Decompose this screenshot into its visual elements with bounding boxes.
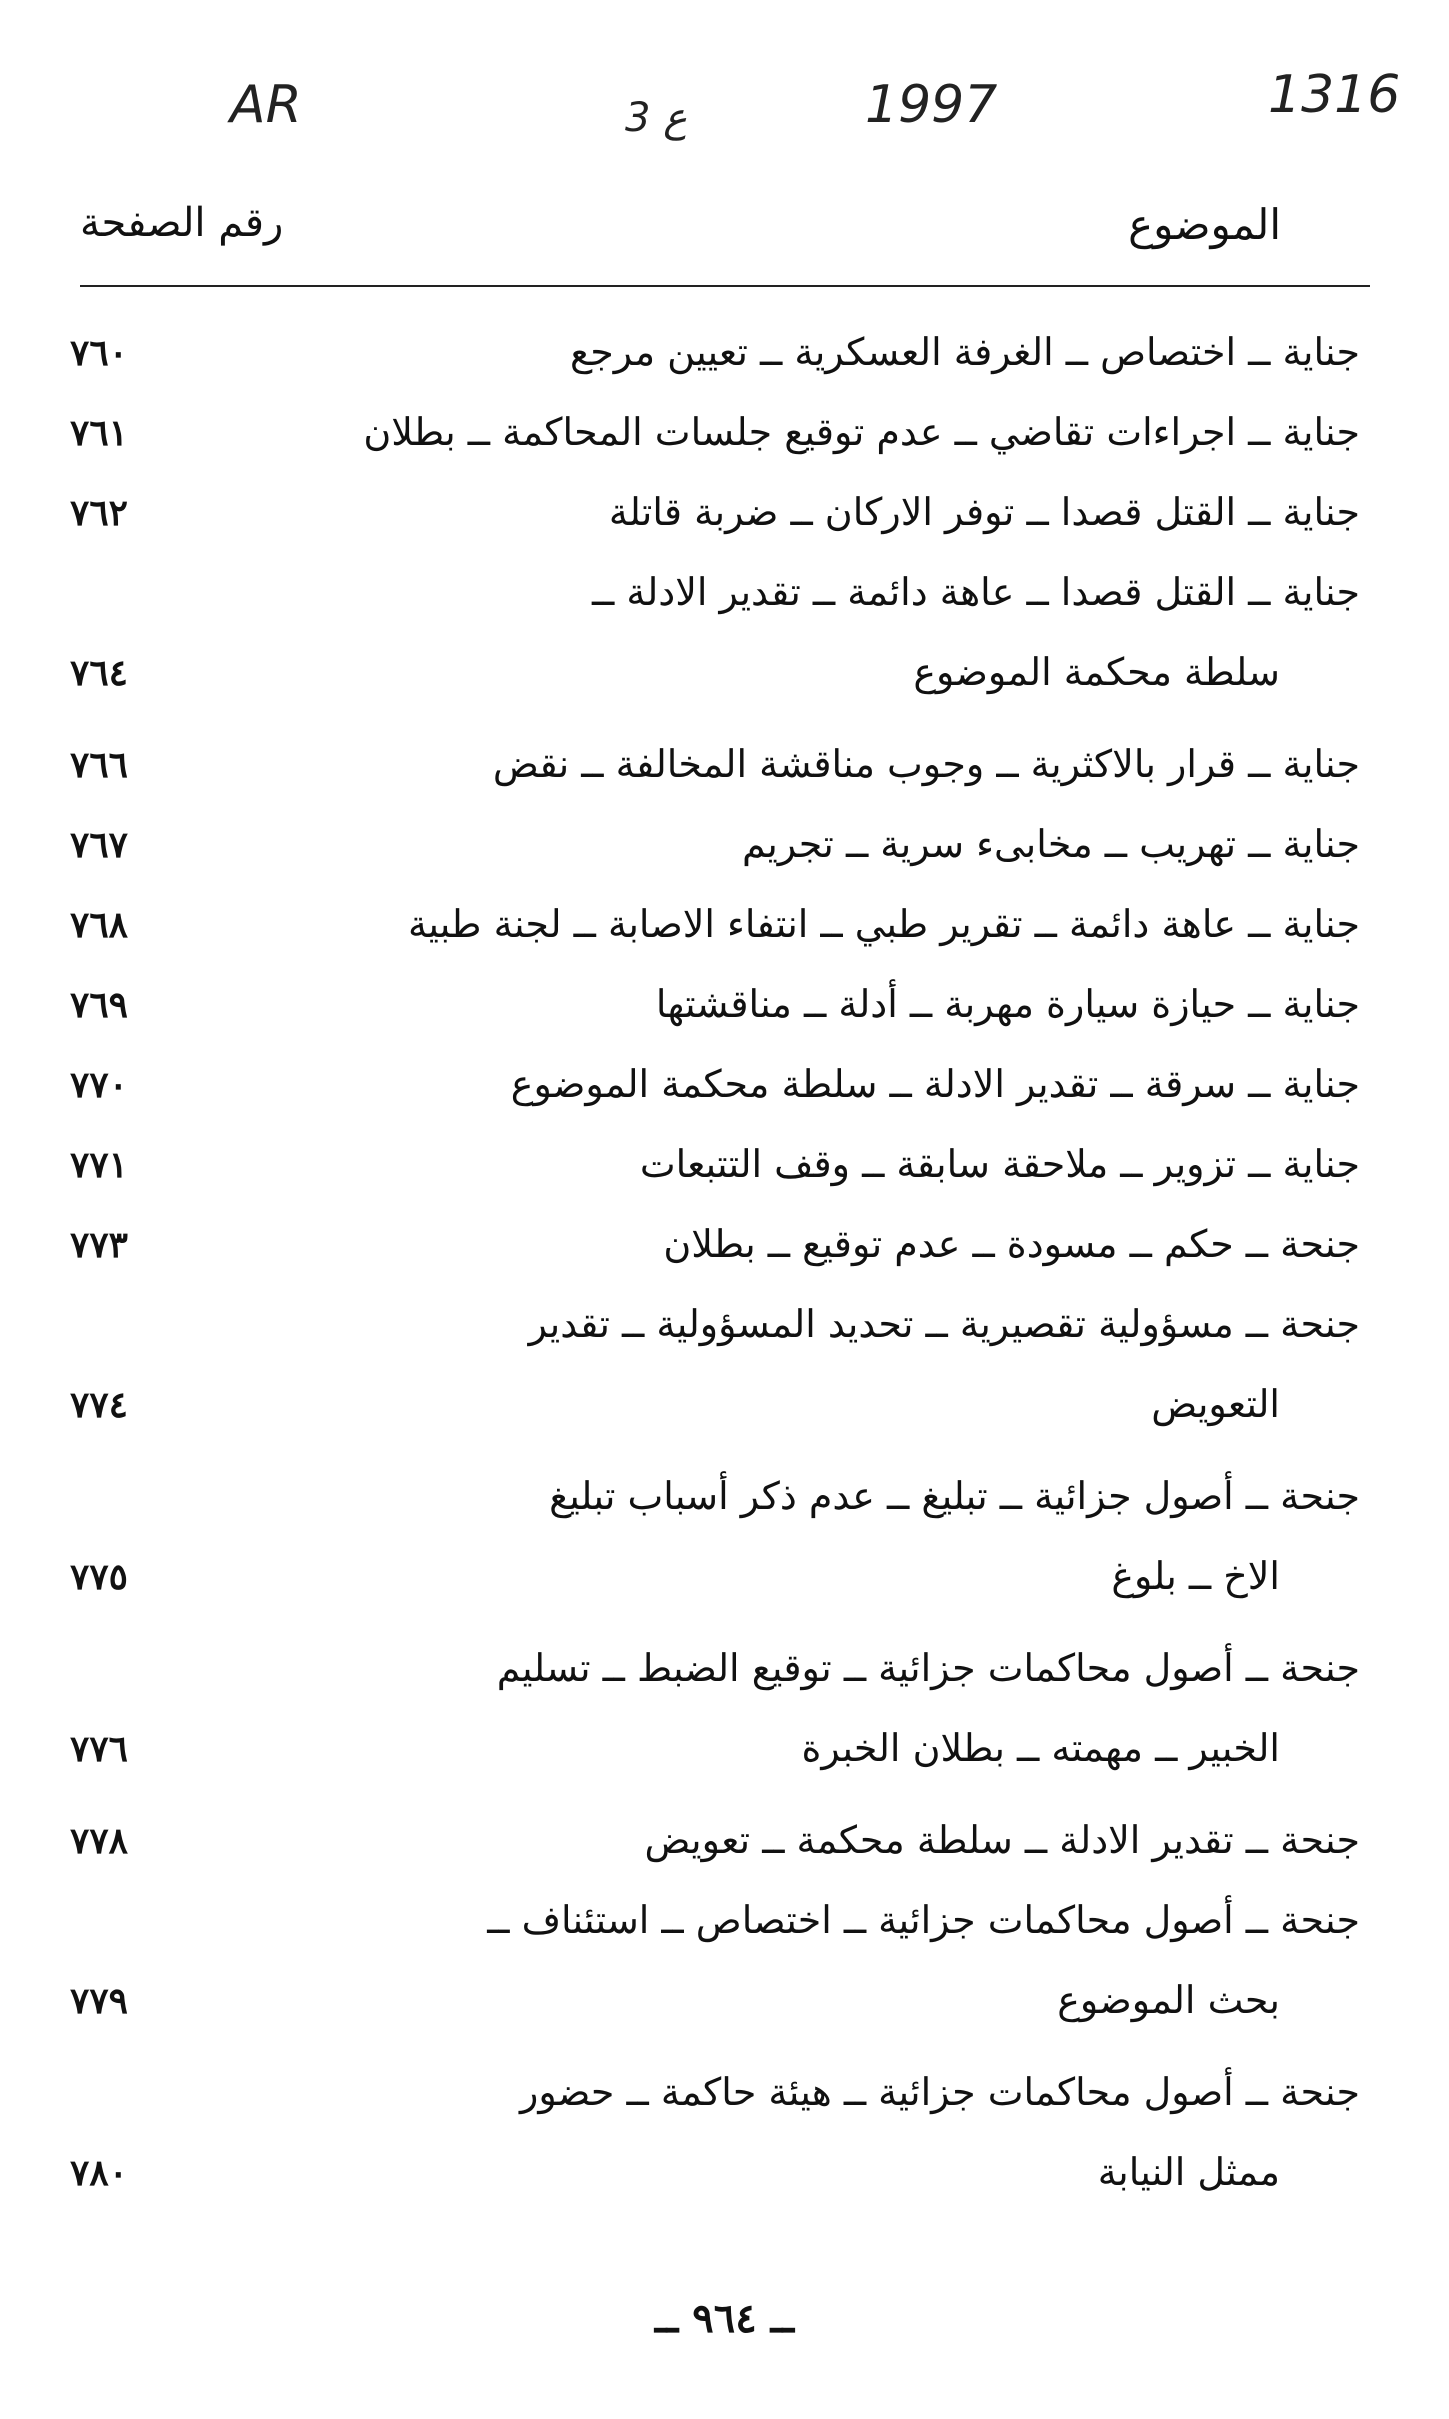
entry-page-number: ٧٦٧ bbox=[70, 824, 129, 866]
index-entry bbox=[70, 1898, 1360, 2058]
entry-page-number: ٧٧٤ bbox=[70, 1384, 129, 1426]
entry-spacer bbox=[70, 730, 1360, 742]
entry-page-number: ٧٦٦ bbox=[70, 744, 129, 786]
entry-page-number: ٧٦٩ bbox=[70, 984, 129, 1026]
index-entry bbox=[70, 902, 1360, 982]
entry-text: جناية ــ حيازة سيارة مهربة ــ أدلة ــ مناقشتها bbox=[655, 982, 1360, 1026]
entry-text: جناية ــ عاهة دائمة ــ تقرير طبي ــ انتفاء الاصابة ــ لجنة طبية bbox=[407, 902, 1360, 946]
entry-text: التعويض bbox=[1151, 1382, 1280, 1426]
handwritten-note-mid: 3 ع bbox=[625, 95, 688, 141]
entry-line bbox=[70, 1302, 1360, 1382]
entry-page-number: ٧٧٥ bbox=[70, 1556, 129, 1598]
subject-column-heading: الموضوع bbox=[1128, 200, 1281, 249]
entry-text: جناية ــ قرار بالاكثرية ــ وجوب مناقشة المخالفة ــ نقض bbox=[492, 742, 1360, 786]
entry-line bbox=[70, 742, 1360, 822]
header-rule bbox=[80, 285, 1370, 287]
entry-text: جناية ــ القتل قصدا ــ توفر الاركان ــ ضربة قاتلة bbox=[608, 490, 1360, 534]
entry-page-number: ٧٧٠ bbox=[70, 1064, 129, 1106]
entry-page-number: ٧٦٠ bbox=[70, 332, 129, 374]
entry-page-number: ٧٧٨ bbox=[70, 1820, 129, 1862]
entry-line bbox=[70, 1646, 1360, 1726]
entry-spacer bbox=[70, 2058, 1360, 2070]
entry-line bbox=[70, 650, 1360, 730]
entry-text: جناية ــ القتل قصدا ــ عاهة دائمة ــ تقدير الادلة ــ bbox=[591, 570, 1360, 614]
handwritten-note-left: AR bbox=[230, 75, 302, 135]
page-number: ــ ٩٦٤ ــ bbox=[654, 2295, 795, 2342]
index-entry bbox=[70, 570, 1360, 730]
entry-line bbox=[70, 902, 1360, 982]
index-entry bbox=[70, 1222, 1360, 1302]
index-entry bbox=[70, 1142, 1360, 1222]
entry-text: الخبير ــ مهمته ــ بطلان الخبرة bbox=[801, 1726, 1280, 1770]
entry-text: جنحة ــ أصول جزائية ــ تبليغ ــ عدم ذكر أسباب تبليغ bbox=[549, 1474, 1360, 1518]
index-entry bbox=[70, 822, 1360, 902]
entry-text: ممثل النيابة bbox=[1097, 2150, 1280, 2194]
entry-text: جنحة ــ حكم ــ مسودة ــ عدم توقيع ــ بطلان bbox=[663, 1222, 1360, 1266]
entry-text: الاخ ــ بلوغ bbox=[1111, 1554, 1280, 1598]
entry-line bbox=[70, 1062, 1360, 1142]
entry-line bbox=[70, 2070, 1360, 2150]
entry-text: جناية ــ تهريب ــ مخابىء سرية ــ تجريم bbox=[741, 822, 1360, 866]
entry-page-number: ٧٦١ bbox=[70, 412, 129, 454]
entry-text: جناية ــ سرقة ــ تقدير الادلة ــ سلطة محكمة الموضوع bbox=[510, 1062, 1360, 1106]
index-entry bbox=[70, 1474, 1360, 1634]
entry-page-number: ٧٧٣ bbox=[70, 1224, 129, 1266]
entry-page-number: ٧٨٠ bbox=[70, 2152, 129, 2194]
table-header bbox=[80, 200, 1369, 270]
entry-spacer bbox=[70, 1462, 1360, 1474]
entry-line bbox=[70, 1726, 1360, 1806]
entry-line bbox=[70, 982, 1360, 1062]
handwritten-code: 1316 bbox=[1268, 65, 1401, 125]
entry-spacer bbox=[70, 2230, 1360, 2242]
page-column-heading: رقم الصفحة bbox=[80, 200, 284, 246]
entry-text: جناية ــ اختصاص ــ الغرفة العسكرية ــ تعيين مرجع bbox=[570, 330, 1360, 374]
entry-page-number: ٧٧١ bbox=[70, 1144, 129, 1186]
index-entry bbox=[70, 1646, 1360, 1806]
entry-line bbox=[70, 1978, 1360, 2058]
entry-page-number: ٧٧٦ bbox=[70, 1728, 129, 1770]
entry-text: جنحة ــ تقدير الادلة ــ سلطة محكمة ــ تعويض bbox=[644, 1818, 1360, 1862]
entry-text: جناية ــ اجراءات تقاضي ــ عدم توقيع جلسات المحاكمة ــ بطلان bbox=[363, 410, 1360, 454]
index-entries bbox=[70, 330, 1360, 2242]
entry-line bbox=[70, 1474, 1360, 1554]
entry-text: جنحة ــ أصول محاكمات جزائية ــ توقيع الضبط ــ تسليم bbox=[496, 1646, 1360, 1690]
index-entry bbox=[70, 1302, 1360, 1462]
entry-line bbox=[70, 490, 1360, 570]
index-entry bbox=[70, 742, 1360, 822]
entry-page-number: ٧٧٩ bbox=[70, 1980, 129, 2022]
entry-page-number: ٧٦٨ bbox=[70, 904, 129, 946]
entry-line bbox=[70, 1554, 1360, 1634]
entry-line bbox=[70, 1898, 1360, 1978]
index-entry bbox=[70, 490, 1360, 570]
index-entry bbox=[70, 2070, 1360, 2230]
entry-text: بحث الموضوع bbox=[1057, 1978, 1280, 2022]
entry-spacer bbox=[70, 1634, 1360, 1646]
index-entry bbox=[70, 982, 1360, 1062]
index-entry bbox=[70, 1818, 1360, 1898]
entry-line bbox=[70, 1818, 1360, 1898]
entry-text: سلطة محكمة الموضوع bbox=[913, 650, 1280, 694]
entry-line bbox=[70, 2150, 1360, 2230]
index-entry bbox=[70, 410, 1360, 490]
entry-line bbox=[70, 822, 1360, 902]
entry-text: جنحة ــ مسؤولية تقصيرية ــ تحديد المسؤولية ــ تقدير bbox=[528, 1302, 1360, 1346]
entry-line bbox=[70, 570, 1360, 650]
entry-page-number: ٧٦٢ bbox=[70, 492, 129, 534]
handwritten-year: 1997 bbox=[865, 75, 998, 135]
entry-text: جناية ــ تزوير ــ ملاحقة سابقة ــ وقف التتبعات bbox=[639, 1142, 1360, 1186]
entry-spacer bbox=[70, 1806, 1360, 1818]
entry-text: جنحة ــ أصول محاكمات جزائية ــ اختصاص ــ استئناف ــ bbox=[487, 1898, 1360, 1942]
entry-line bbox=[70, 410, 1360, 490]
entry-line bbox=[70, 330, 1360, 410]
entry-page-number: ٧٦٤ bbox=[70, 652, 129, 694]
entry-text: جنحة ــ أصول محاكمات جزائية ــ هيئة حاكمة ــ حضور bbox=[519, 2070, 1360, 2114]
entry-line bbox=[70, 1222, 1360, 1302]
index-entry bbox=[70, 330, 1360, 410]
index-entry bbox=[70, 1062, 1360, 1142]
entry-line bbox=[70, 1382, 1360, 1462]
entry-line bbox=[70, 1142, 1360, 1222]
